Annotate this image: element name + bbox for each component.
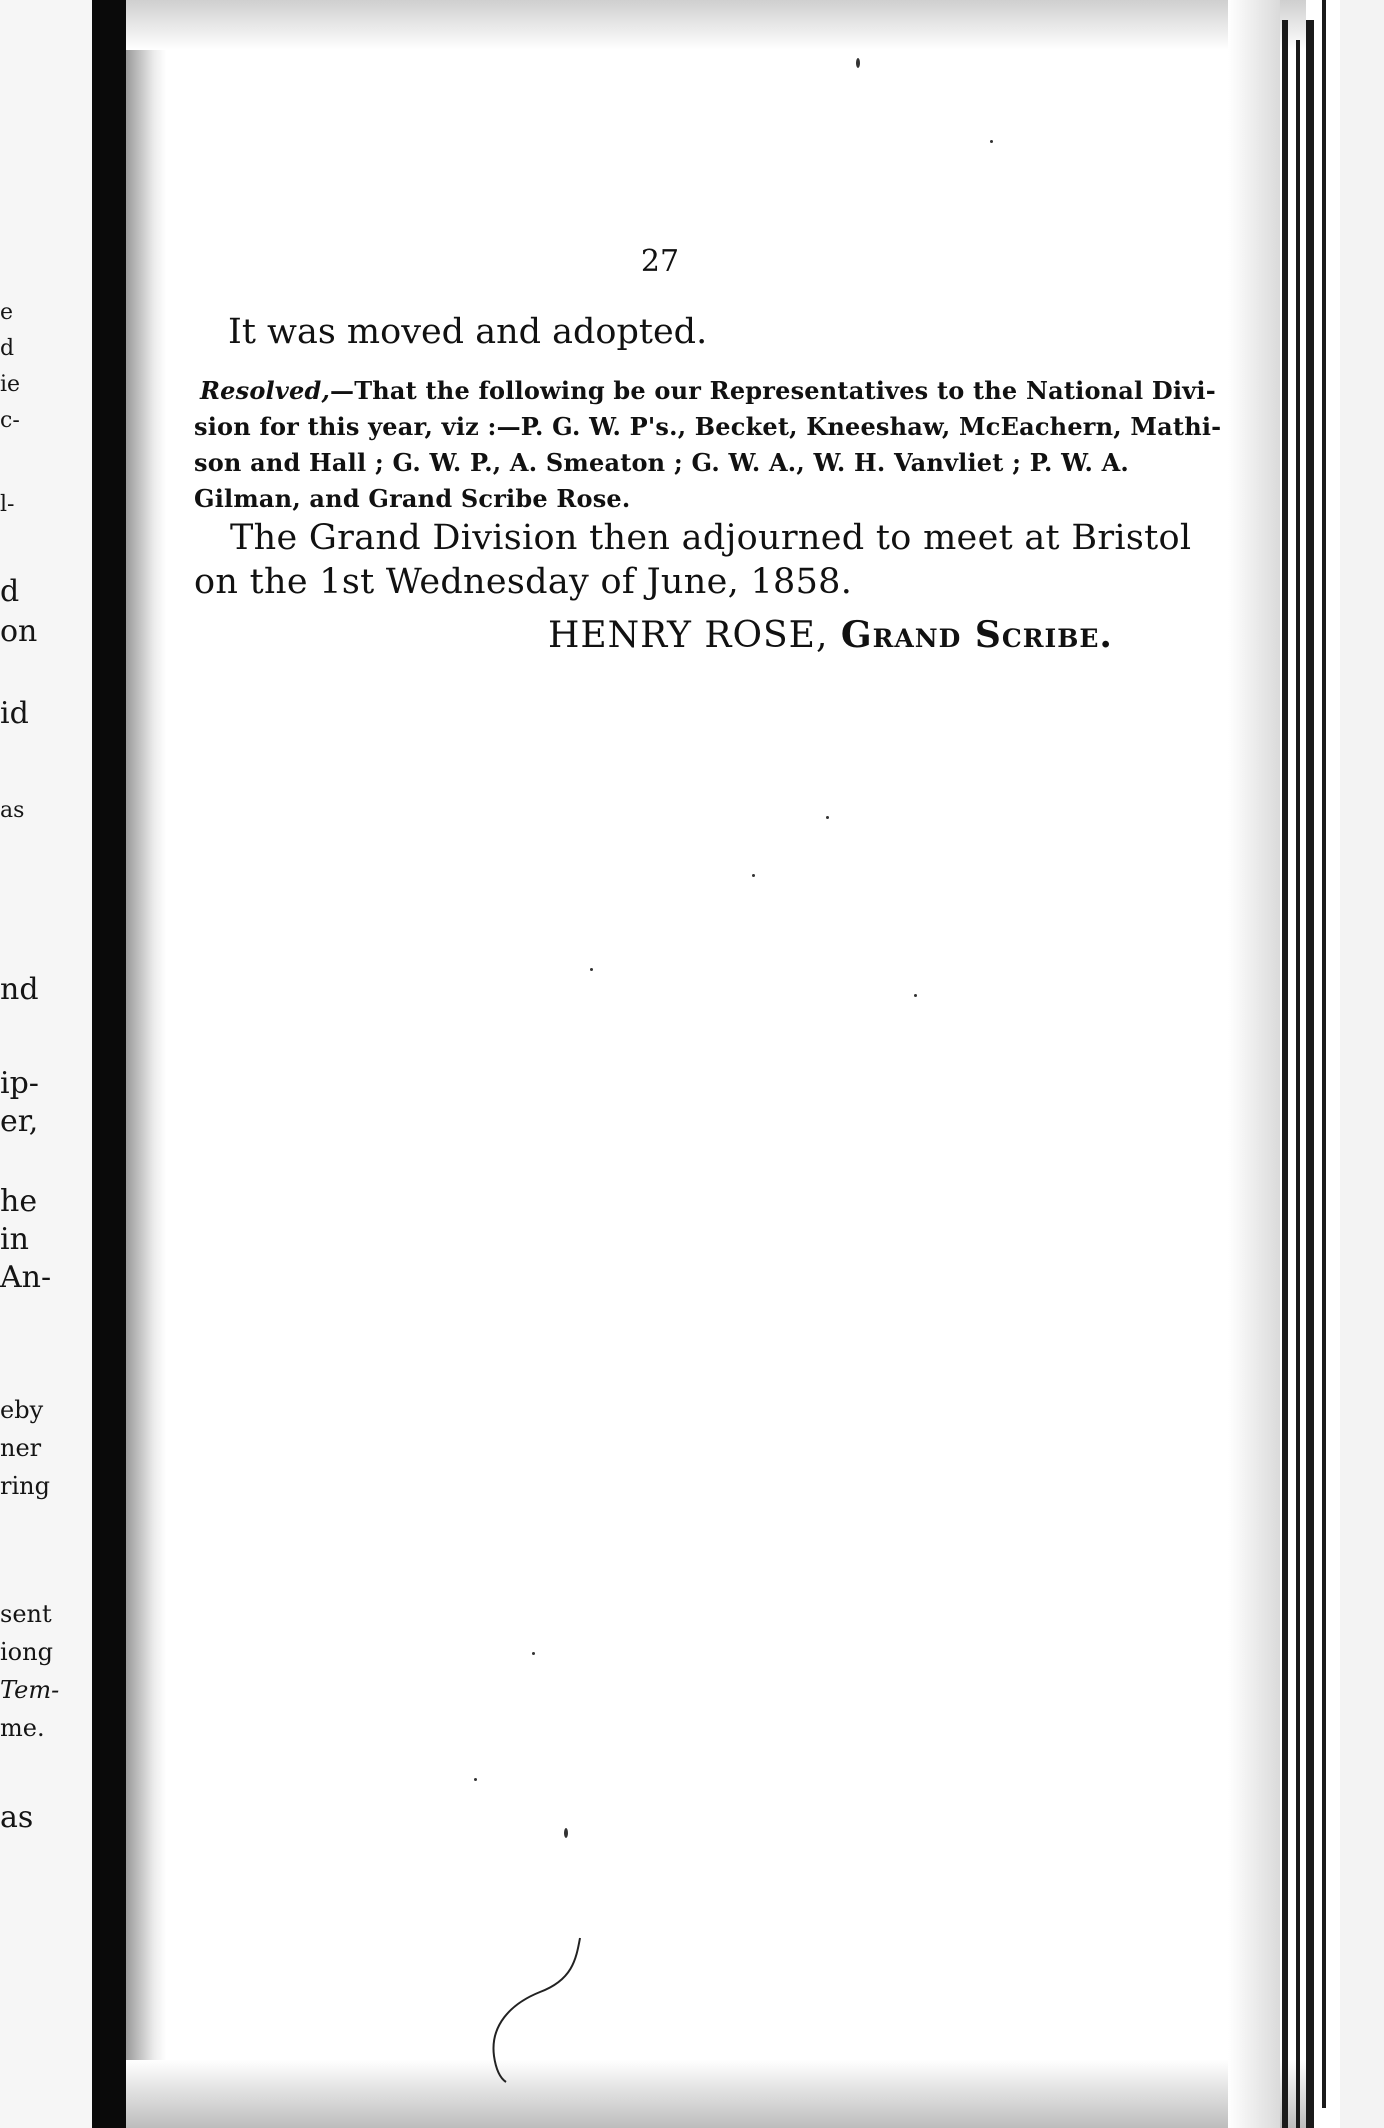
- prev-fragment: sent: [0, 1600, 52, 1628]
- page-edge-line: [1282, 20, 1288, 2128]
- top-shadow: [126, 0, 1306, 50]
- prev-fragment: d: [0, 336, 15, 361]
- signature-title: Grand Scribe.: [840, 614, 1113, 656]
- resolution-text: —That the following be our Representatives to the National Divi-: [330, 376, 1216, 405]
- resolution-line: Gilman, and Grand Scribe Rose.: [194, 484, 631, 513]
- prev-fragment: nd: [0, 972, 39, 1007]
- signature-name: HENRY ROSE,: [548, 615, 829, 656]
- prev-fragment: as: [0, 1800, 34, 1835]
- prev-fragment: id: [0, 696, 29, 731]
- page-number: 27: [640, 244, 680, 279]
- prev-fragment: e: [0, 300, 14, 325]
- prev-fragment: er,: [0, 1104, 39, 1139]
- gutter-shadow: [126, 0, 166, 2128]
- resolved-lead: Resolved,: [200, 376, 331, 405]
- prev-fragment: he: [0, 1184, 38, 1219]
- page-edge-line: [1322, 0, 1326, 2108]
- resolution-line: son and Hall ; G. W. P., A. Smeaton ; G. W. A., W. H. Vanvliet ; P. W. A.: [194, 448, 1129, 477]
- pencil-scribble: [480, 1930, 600, 2100]
- prev-fragment: iong: [0, 1638, 53, 1666]
- adjournment-line: on the 1st Wednesday of June, 1858.: [194, 562, 853, 602]
- resolution-line: [200, 376, 1216, 405]
- prev-fragment: ner: [0, 1434, 42, 1462]
- prev-fragment: d: [0, 574, 20, 609]
- book-gutter: [92, 0, 126, 2128]
- prev-fragment: ring: [0, 1472, 50, 1500]
- prev-fragment: c-: [0, 408, 20, 433]
- prev-fragment: as: [0, 798, 25, 823]
- previous-page-edge: [0, 0, 92, 2128]
- right-margin: [1340, 0, 1384, 2128]
- signature: [548, 614, 1113, 656]
- page-edge-shadow: [1228, 0, 1280, 2128]
- resolution-line: sion for this year, viz :—P. G. W. P's., Becket, Kneeshaw, McEachern, Mathi-: [194, 412, 1222, 441]
- prev-fragment: me.: [0, 1714, 45, 1742]
- adjournment-line: The Grand Division then adjourned to meet at Bristol: [230, 518, 1192, 558]
- bottom-shadow: [126, 2060, 1306, 2128]
- prev-fragment: ip-: [0, 1066, 39, 1101]
- page-edge-line: [1296, 40, 1300, 2128]
- moved-and-adopted-line: It was moved and adopted.: [228, 312, 708, 352]
- prev-fragment: eby: [0, 1396, 44, 1424]
- prev-fragment: Tem-: [0, 1676, 60, 1704]
- prev-fragment: An-: [0, 1260, 52, 1295]
- prev-fragment: l-: [0, 492, 15, 517]
- prev-fragment: ie: [0, 372, 21, 397]
- prev-fragment: on: [0, 614, 38, 649]
- prev-fragment: in: [0, 1222, 29, 1257]
- page-edge-line: [1306, 20, 1314, 2128]
